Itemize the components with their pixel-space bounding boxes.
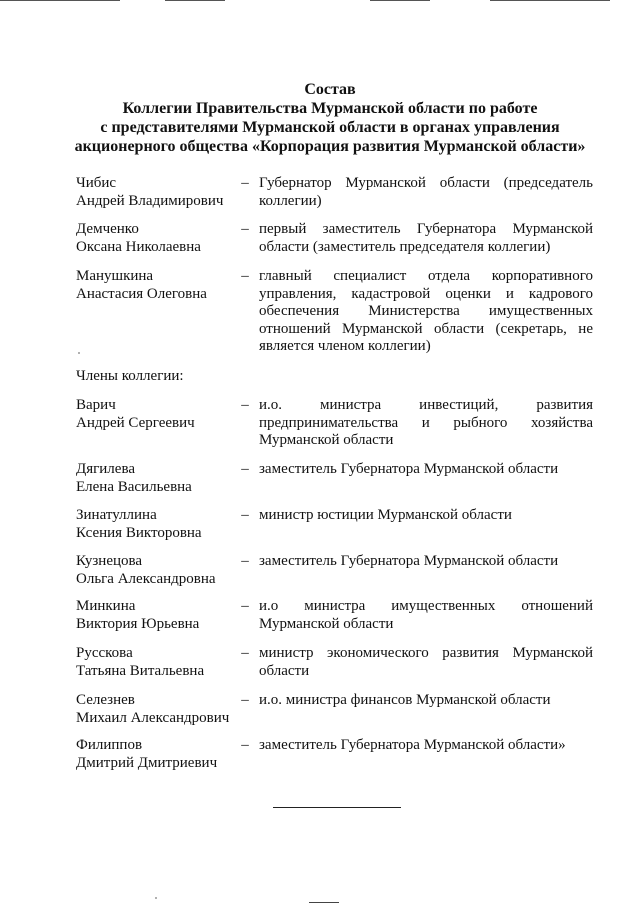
person-name	[76, 221, 236, 256]
given-names: Андрей Владимирович	[76, 192, 224, 209]
scan-speck	[155, 897, 157, 899]
surname: Филиппов	[76, 737, 143, 753]
title-line: Коллегии Правительства Мурманской области по работе	[122, 100, 538, 117]
position: и.о министра имущественных отношений Мурманской области	[259, 598, 593, 632]
surname: Чибис	[76, 175, 117, 191]
position: заместитель Губернатора Мурманской области	[259, 461, 559, 477]
title-line: акционерного общества «Корпорация развития Мурманской области»	[74, 138, 586, 155]
given-names: Ольга Александровна	[76, 570, 216, 587]
position: Губернатор Мурманской области (председатель коллегии)	[259, 175, 593, 209]
dash: –	[241, 553, 249, 569]
person-name	[76, 598, 236, 633]
surname: Минкина	[76, 598, 136, 614]
person-name	[76, 268, 236, 303]
title-line-heading: Состав	[304, 81, 356, 98]
position: главный специалист отдела корпоративного управления, кадастровой оценки и кадрового обеспечения Министерства имущественных отношений Мурманской области (секретарь, не является членом коллегии)	[259, 268, 593, 354]
surname: Дягилева	[76, 461, 135, 477]
person-name	[76, 737, 236, 772]
scan-edge-mark	[309, 902, 339, 903]
surname: Демченко	[76, 221, 139, 237]
person-name	[76, 645, 236, 680]
dash: –	[241, 268, 249, 284]
dash: –	[241, 507, 249, 523]
person-name	[76, 507, 236, 542]
given-names: Ксения Викторовна	[76, 524, 202, 541]
given-names: Михаил Александрович	[76, 709, 230, 726]
surname: Манушкина	[76, 268, 154, 284]
closing-rule	[273, 807, 401, 808]
position: и.о. министра финансов Мурманской области	[259, 692, 551, 708]
document-title	[60, 80, 600, 156]
position: заместитель Губернатора Мурманской области	[259, 553, 559, 569]
given-names: Оксана Николаевна	[76, 238, 201, 255]
surname: Варич	[76, 397, 116, 413]
dash: –	[241, 598, 249, 614]
dash: –	[241, 175, 249, 191]
given-names: Андрей Сергеевич	[76, 414, 195, 431]
person-name	[76, 175, 236, 210]
given-names: Виктория Юрьевна	[76, 615, 200, 632]
position: и.о. министра инвестиций, развития предпринимательства и рыбного хозяйства Мурманской области	[259, 397, 593, 448]
scan-edge-mark	[370, 0, 430, 1]
title-line: с представителями Мурманской области в органах управления	[100, 119, 560, 136]
given-names: Татьяна Витальевна	[76, 662, 205, 679]
position: министр юстиции Мурманской области	[259, 507, 512, 523]
scan-edge-mark	[490, 0, 610, 1]
surname: Зинатуллина	[76, 507, 157, 523]
given-names: Анастасия Олеговна	[76, 285, 207, 302]
surname: Русскова	[76, 645, 133, 661]
scan-speck	[78, 352, 80, 354]
surname: Селезнев	[76, 692, 135, 708]
scan-edge-mark	[165, 0, 225, 1]
person-name	[76, 692, 236, 727]
position: заместитель Губернатора Мурманской области»	[259, 737, 566, 753]
dash: –	[241, 397, 249, 413]
dash: –	[241, 461, 249, 477]
given-names: Елена Васильевна	[76, 478, 192, 495]
person-name	[76, 553, 236, 588]
given-names: Дмитрий Дмитриевич	[76, 754, 218, 771]
dash: –	[241, 221, 249, 237]
position: министр экономического развития Мурманской области	[259, 645, 593, 679]
dash: –	[241, 692, 249, 708]
members-label: Члены коллегии:	[76, 368, 184, 384]
scan-edge-mark	[0, 0, 120, 1]
person-name	[76, 397, 236, 432]
person-name	[76, 461, 236, 496]
dash: –	[241, 737, 249, 753]
dash: –	[241, 645, 249, 661]
surname: Кузнецова	[76, 553, 143, 569]
position: первый заместитель Губернатора Мурманской области (заместитель председателя коллегии)	[259, 221, 593, 255]
